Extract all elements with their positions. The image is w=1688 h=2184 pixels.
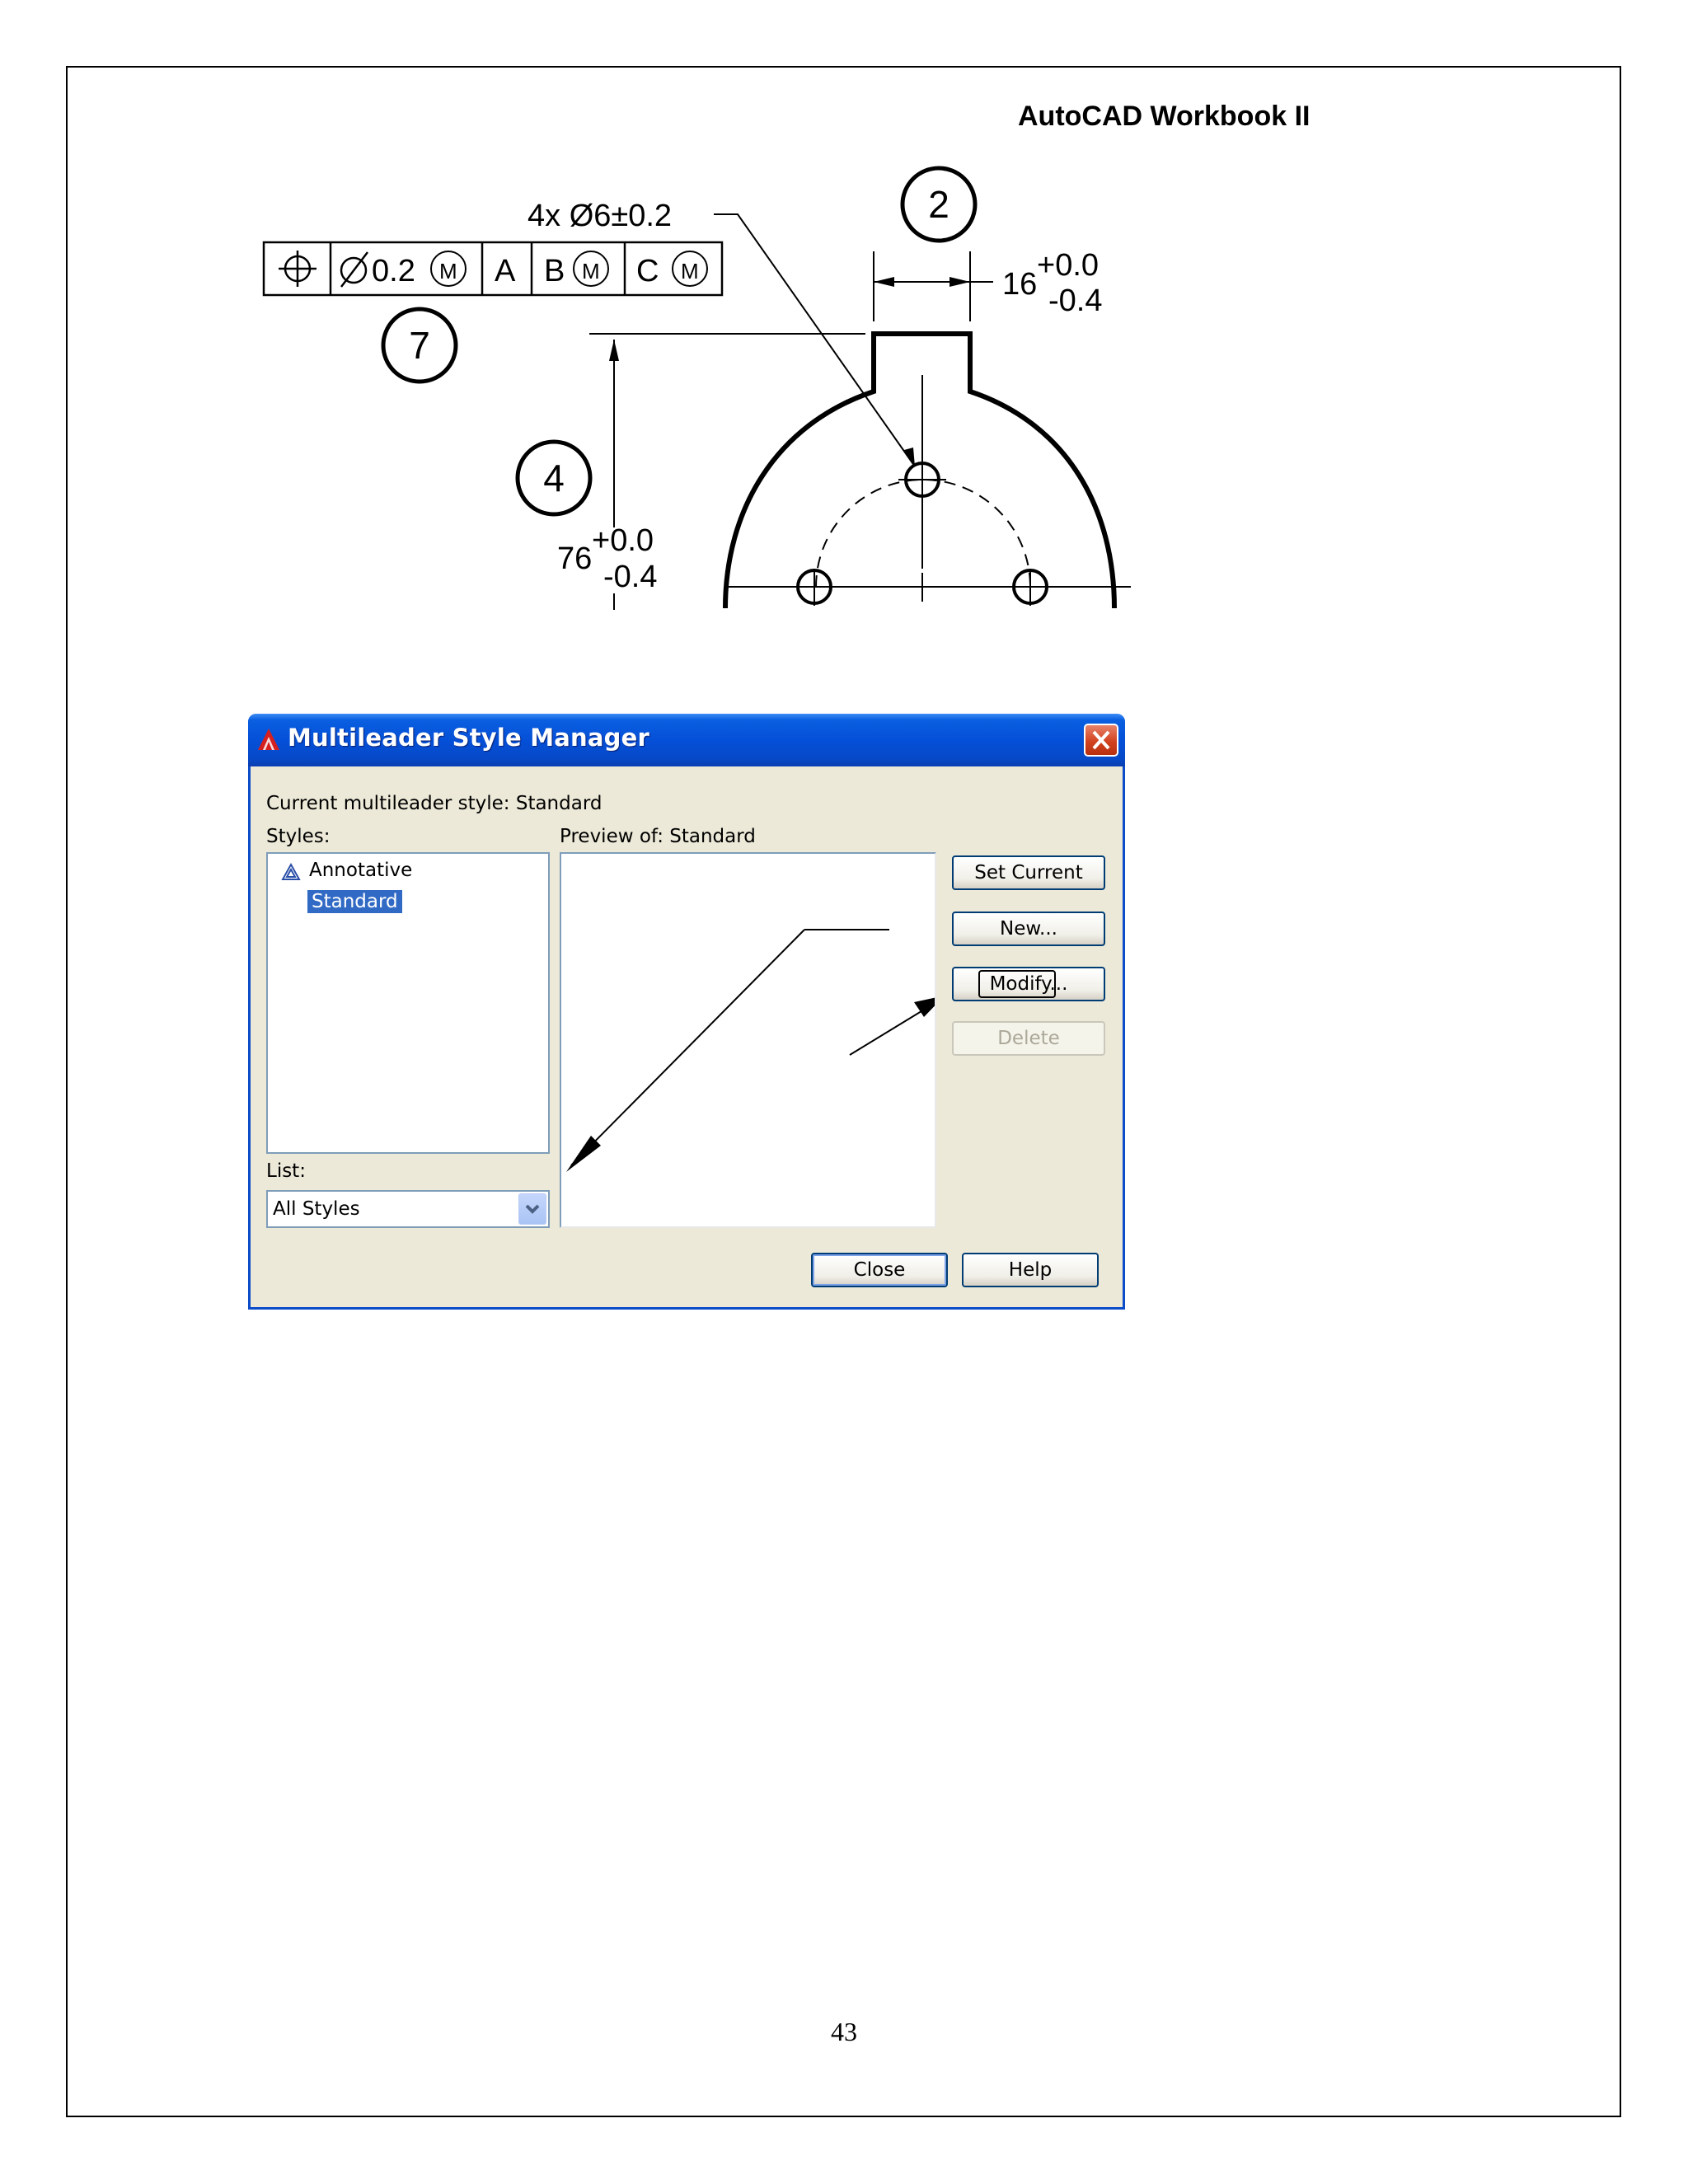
height-nominal: 76 <box>557 541 593 576</box>
balloon-7-label: 7 <box>409 324 430 367</box>
width-tol-upper: +0.0 <box>1037 248 1100 283</box>
list-label: List: <box>266 1160 306 1182</box>
fcf-datum-a: A <box>495 254 516 288</box>
close-window-button[interactable] <box>1084 724 1118 757</box>
technical-drawing <box>247 157 1154 618</box>
list-filter-value: All Styles <box>273 1198 360 1220</box>
list-filter-select[interactable] <box>266 1190 550 1228</box>
hole-note-leader <box>714 214 915 466</box>
style-item-standard[interactable]: Standard <box>307 890 402 913</box>
leader-preview-graphic <box>561 854 935 1226</box>
set-current-button[interactable]: Set Current <box>952 855 1105 890</box>
dialog-title: Multileader Style Manager <box>288 724 649 752</box>
position-symbol-icon <box>279 251 316 287</box>
header-title: AutoCAD Workbook II <box>1018 101 1311 132</box>
list-dropdown-button[interactable] <box>518 1193 546 1225</box>
style-preview <box>560 852 936 1228</box>
chevron-down-icon <box>519 1194 546 1224</box>
multileader-style-manager-dialog <box>248 714 1125 1310</box>
style-item-annotative[interactable]: Annotative <box>309 860 413 881</box>
styles-list[interactable] <box>266 852 550 1154</box>
balloon-4-label: 4 <box>543 457 565 499</box>
fcf-mmc-1: M <box>439 259 457 284</box>
preview-label: Preview of: Standard <box>560 826 756 847</box>
close-button[interactable]: Close <box>811 1253 948 1287</box>
height-tol-upper: +0.0 <box>592 523 654 558</box>
fcf-datum-c: C <box>636 254 659 288</box>
modify-button[interactable] <box>952 967 1105 1001</box>
balloon-2-label: 2 <box>928 183 950 226</box>
fcf-tolerance: 0.2 <box>372 254 415 288</box>
fcf-datum-b: B <box>544 254 565 288</box>
annotative-icon <box>281 862 301 882</box>
focus-ring <box>978 970 1056 998</box>
title-bar[interactable] <box>248 714 1125 766</box>
delete-button[interactable]: Delete <box>952 1021 1105 1056</box>
height-tol-lower: -0.4 <box>603 560 658 594</box>
page-number: 43 <box>831 2017 857 2046</box>
diameter-symbol-icon <box>341 252 368 287</box>
styles-label: Styles: <box>266 826 331 847</box>
hole-note: 4x Ø6±0.2 <box>528 199 673 233</box>
current-style-label: Current multileader style: Standard <box>266 793 603 814</box>
fcf-mmc-3: M <box>681 259 699 284</box>
part-outline <box>725 334 1114 608</box>
width-tol-lower: -0.4 <box>1048 284 1103 318</box>
close-icon <box>1085 725 1117 755</box>
fcf-mmc-2: M <box>582 259 600 284</box>
width-nominal: 16 <box>1002 267 1038 302</box>
autocad-app-icon <box>255 725 283 753</box>
help-button[interactable]: Help <box>962 1253 1099 1287</box>
modify-button-label: Modify... <box>989 973 1068 995</box>
new-button[interactable]: New... <box>952 912 1105 946</box>
